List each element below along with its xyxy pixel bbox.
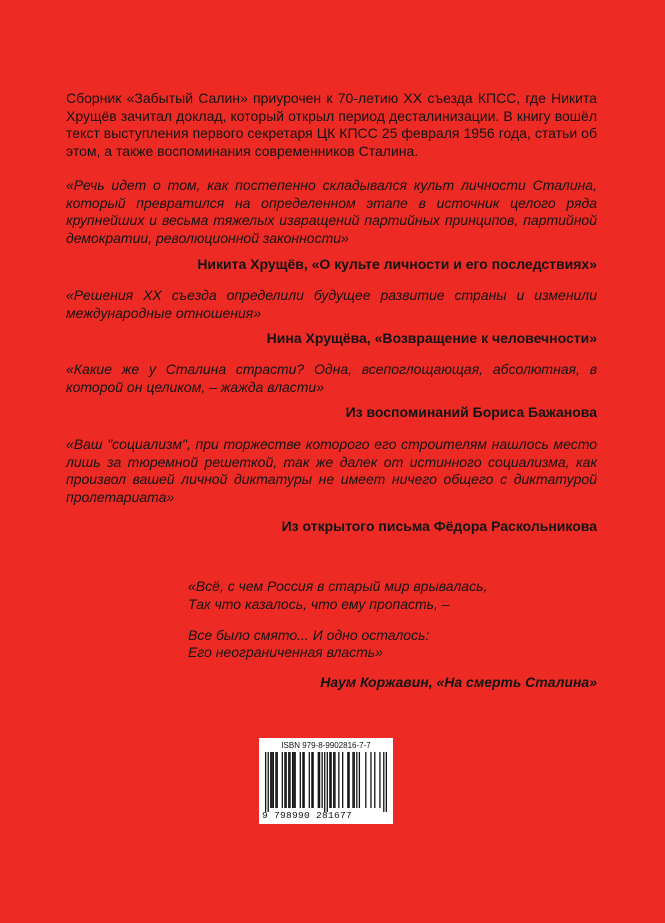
barcode-bar (309, 752, 310, 808)
barcode-bar (333, 752, 334, 808)
poem-author: Наум Коржавин, «На смерть Сталина» (320, 674, 597, 690)
barcode-bar (319, 752, 320, 808)
barcode-bar (268, 752, 269, 812)
intro-paragraph: Сборник «Забытый Салин» приурочен к 70-летию XX съезда КПСС, где Никита Хрущёв зачитал доклад, который открыл период десталинизации. В книгу вошёл текст выступления первого секретаря ЦК КПСС 25 февраля 1956 года, статьи об этом, а также воспоминания современников Сталина. (66, 90, 597, 159)
barcode-bar (329, 752, 330, 808)
barcode-bar (284, 752, 285, 808)
quote-bazhanov: «Какие же у Сталина страсти? Одна, всепоглощающая, абсолютная, в которой он целиком, – жажда власти» (66, 361, 597, 395)
barcode-bar (379, 752, 380, 808)
barcode-bar (282, 752, 283, 808)
barcode-bar (265, 752, 266, 812)
barcode-bar (348, 752, 349, 808)
quote-author-raskolnikov: Из открытого письма Фёдора Раскольникова (281, 518, 597, 534)
barcode-bar (288, 752, 289, 808)
poem-line-3: Все было смято... И одно осталось: (188, 627, 430, 643)
poem-line-2: Так что казалось, что ему пропасть, – (188, 596, 450, 612)
barcode-bar (300, 752, 301, 808)
barcode-bar (311, 752, 312, 808)
barcode-bar (354, 752, 355, 808)
barcode-bar (302, 752, 303, 808)
barcode-bar (322, 752, 323, 808)
barcode-bar (313, 752, 314, 808)
barcode-bar (356, 752, 357, 808)
barcode-bar (318, 752, 319, 808)
barcode-bar (292, 752, 293, 808)
barcode-bar (275, 752, 276, 808)
poem-line-1: «Всё, с чем Россия в старый мир врывалась, (188, 578, 488, 594)
poem-line-4: Его неограниченная власть» (188, 644, 383, 660)
barcode-bar (273, 752, 274, 808)
quote-author-bazhanov: Из воспоминаний Бориса Бажанова (345, 404, 597, 420)
quote-author-khrushcheva: Нина Хрущёва, «Возвращение к человечности» (266, 330, 597, 346)
barcode-bar (383, 752, 384, 812)
barcode-bar (324, 752, 325, 812)
ean-digits: 9 798990 281677 (262, 810, 353, 821)
quote-khrushcheva: «Решения XX съезда определили будущее развитие страны и изменили международные отношения» (66, 287, 597, 321)
barcode-bar (347, 752, 348, 808)
barcode-bar (286, 752, 287, 808)
barcode-bar (270, 752, 271, 808)
quote-raskolnikov: «Ваш "социализм", при торжестве которого его строителям нашлось место лишь за тюремной решеткой, так же далек от истинного социализма, как произвол вашей личной диктатуры не имеет ничего общего с диктатурой пролетариата» (66, 436, 597, 505)
quote-author-khrushchev: Никита Хрущёв, «О культе личности и его последствиях» (197, 256, 597, 272)
barcode-bar (334, 752, 335, 808)
barcode-bar (289, 752, 290, 808)
barcode-bar (374, 752, 375, 808)
barcode-bar (327, 752, 328, 812)
barcode-bar (342, 752, 343, 808)
quote-khrushchev: «Речь идет о том, как постепенно складывался культ личности Сталина, который превратился на определенном этапе в источник целого ряда крупнейших и весьма тяжелых извращений партийных принципов, партийной демократии, революционной законности» (66, 177, 597, 246)
isbn-barcode (259, 738, 393, 824)
barcode-bar (359, 752, 360, 808)
barcode-bar (293, 752, 294, 808)
barcode-bar (365, 752, 366, 808)
barcode-bar (352, 752, 353, 808)
barcode-bar (386, 752, 387, 812)
barcode-bars (265, 752, 387, 812)
isbn-label: ISBN 979-8-9902816-7-7 (281, 741, 371, 750)
barcode-bar (304, 752, 305, 808)
barcode-bar (271, 752, 272, 808)
barcode-bar (338, 752, 339, 808)
barcode-bar (295, 752, 296, 808)
barcode-bar (370, 752, 371, 808)
barcode-bar (277, 752, 278, 808)
barcode-bar (330, 752, 331, 808)
